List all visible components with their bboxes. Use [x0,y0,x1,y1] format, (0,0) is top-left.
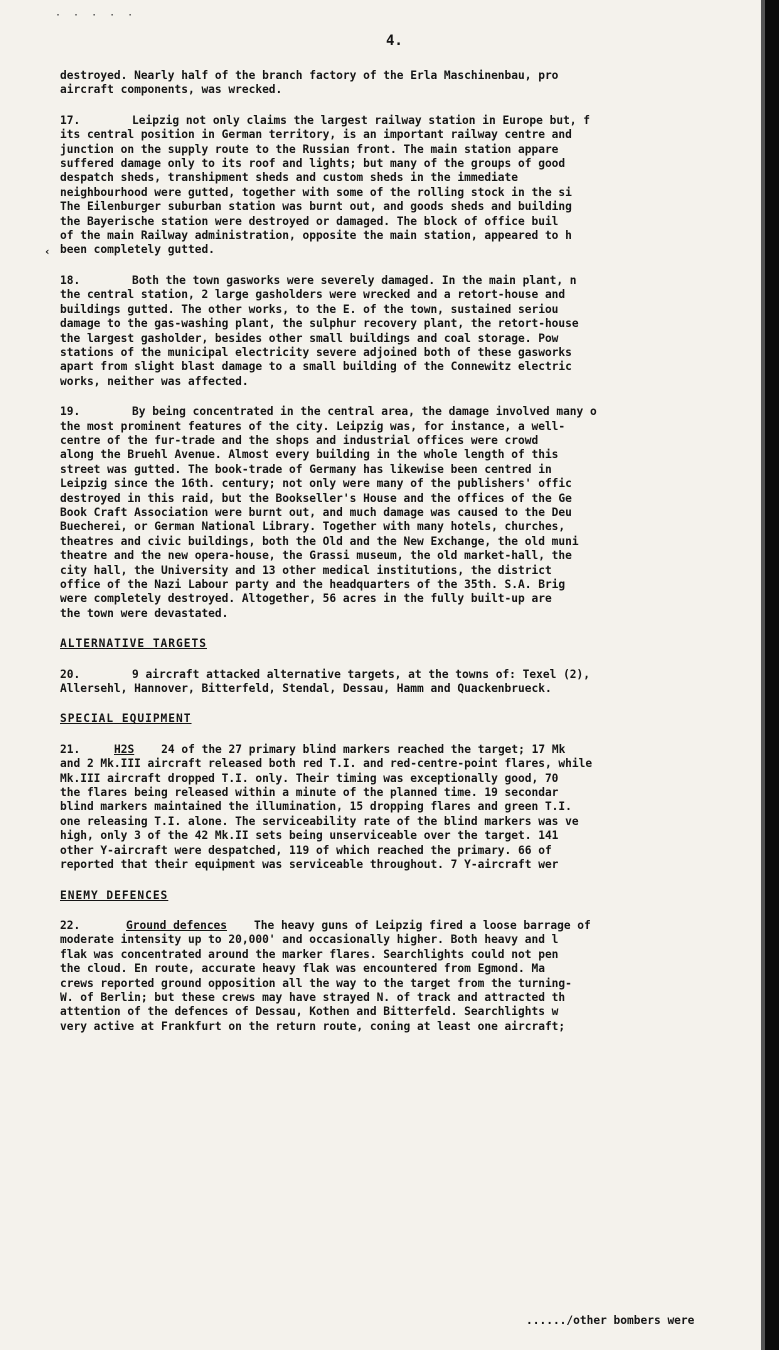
text-line: destroyed in this raid, but the Bookseller's House and the offices of the Ge [60,491,572,505]
paragraph-term: H2S [114,742,135,756]
text-line: reported that their equipment was serviceable throughout. 7 Y-aircraft wer [60,858,559,872]
text-line: Mk.III aircraft dropped T.I. only. Their timing was exceptionally good, 70 [60,771,559,785]
text-line: along the Bruehl Avenue. Almost every building in the whole length of this [60,448,559,462]
paragraph-17 [60,114,762,258]
paragraph-number: 22. [60,918,81,932]
text-line: suffered damage only to its roof and lights; but many of the groups of good [60,157,566,171]
text-line: of the main Railway administration, opposite the main station, appeared to h [60,229,572,243]
text-line: destroyed. Nearly half of the branch factory of the Erla Maschinenbau, pro [60,69,559,82]
text-line: the cloud. En route, accurate heavy flak was encountered from Egmond. Ma [60,962,545,976]
header-dots: · · · · · [55,10,137,21]
text-line: high, only 3 of the 42 Mk.II sets being unserviceable over the target. 141 [60,829,559,843]
text-line: The heavy guns of Leipzig fired a loose barrage of [254,918,591,932]
text-line: junction on the supply route to the Russian front. The main station appare [60,142,559,156]
section-heading-special-equipment: SPECIAL EQUIPMENT [60,712,192,726]
continuation-text: ....../other bombers were [526,1314,695,1327]
text-line: The Eilenburger suburban station was burnt out, and goods sheds and building [60,200,572,214]
text-line: Leipzig not only claims the largest railway station in Europe but, f [132,113,591,127]
text-line: the largest gasholder, besides other small buildings and coal storage. Pow [60,331,559,345]
text-line: blind markers maintained the illumination, 15 dropping flares and green T.I. [60,800,572,814]
text-line: street was gutted. The book-trade of Germany has likewise been centred in [60,462,552,476]
page-edge-border [765,0,779,1350]
text-line: very active at Frankfurt on the return route, coning at least one aircraft; [60,1019,566,1033]
text-line: works, neither was affected. [60,374,249,388]
paragraph-number: 21. [60,742,81,756]
text-line: one releasing T.I. alone. The serviceability rate of the blind markers was ve [60,814,579,828]
text-line: Allersehl, Hannover, Bitterfeld, Stendal, Dessau, Hamm and Quackenbrueck. [60,682,552,696]
text-line: the most prominent features of the city. Leipzig was, for instance, a well- [60,419,566,433]
paragraph-16-tail [60,69,762,98]
text-line: Leipzig since the 16th. century; not only were many of the publishers' offic [60,477,572,491]
text-line: Both the town gasworks were severely damaged. In the main plant, n [132,273,577,287]
text-line: apart from slight blast damage to a small building of the Connewitz electric [60,360,572,374]
text-line: aircraft components, was wrecked. [60,83,283,97]
text-line: centre of the fur-trade and the shops and industrial offices were crowd [60,433,539,447]
text-line: and 2 Mk.III aircraft released both red T.I. and red-centre-point flares, while [60,757,593,771]
paragraph-19 [60,405,762,621]
text-line: the town were devastated. [60,606,229,620]
section-heading-alternative-targets: ALTERNATIVE TARGETS [60,637,207,651]
text-line: crews reported ground opposition all the way to the target from the turning- [60,976,572,990]
text-line: flak was concentrated around the marker flares. Searchlights could not pen [60,947,559,961]
text-line: the flares being released within a minute of the planned time. 19 secondar [60,786,559,800]
paragraph-20 [60,668,762,697]
paragraph-term: Ground defences [126,918,228,932]
paragraph-number: 20. [60,667,81,681]
text-line: buildings gutted. The other works, to the E. of the town, sustained seriou [60,302,559,316]
text-line: stations of the municipal electricity severe adjoined both of these gasworks [60,345,572,359]
text-line: attention of the defences of Dessau, Kothen and Bitterfeld. Searchlights w [60,1005,559,1019]
paragraph-18 [60,274,762,389]
paragraph-number: 19. [60,405,81,419]
text-line: damage to the gas-washing plant, the sulphur recovery plant, the retort-house [60,317,579,331]
page-number: 4. [386,33,403,49]
paragraph-21 [60,743,762,873]
text-line: Book Craft Association were burnt out, and much damage was caused to the Deu [60,505,572,519]
document-body [60,69,762,1050]
text-line: other Y-aircraft were despatched, 119 of which reached the primary. 66 of [60,843,552,857]
text-line: the central station, 2 large gasholders were wrecked and a retort-house and [60,288,566,302]
text-line: W. of Berlin; but these crews may have strayed N. of track and attracted th [60,990,566,1004]
text-line: 24 of the 27 primary blind markers reached the target; 17 Mk [161,742,566,756]
text-line: office of the Nazi Labour party and the headquarters of the 35th. S.A. Brig [60,578,566,591]
text-line: theatres and civic buildings, both the Old and the New Exchange, the old muni [60,534,579,548]
paragraph-number: 18. [60,273,81,287]
paragraph-22 [60,919,762,1034]
text-line: despatch sheds, transhipment sheds and custom sheds in the immediate [60,171,519,185]
text-line: been completely gutted. [60,243,215,257]
text-line: 9 aircraft attacked alternative targets, at the towns of: Texel (2), [132,667,591,681]
text-line: neighbourhood were gutted, together with some of the rolling stock in the si [60,185,572,199]
text-line: Buecherei, or German National Library. Together with many hotels, churches, [60,520,566,534]
text-line: theatre and the new opera-house, the Grassi museum, the old market-hall, the [60,549,572,563]
text-line: its central position in German territory, is an important railway centre and [60,128,572,142]
margin-mark: ‹ [44,245,51,258]
section-heading-enemy-defences: ENEMY DEFENCES [60,888,169,902]
text-line: the Bayerische station were destroyed or damaged. The block of office buil [60,214,559,228]
text-line: city hall, the University and 13 other medical institutions, the district [60,563,552,577]
text-line: moderate intensity up to 20,000' and occasionally higher. Both heavy and l [60,933,559,947]
paragraph-number: 17. [60,113,81,127]
text-line: were completely destroyed. Altogether, 56 acres in the fully built-up are [60,592,552,606]
text-line: By being concentrated in the central area, the damage involved many o [132,405,597,419]
